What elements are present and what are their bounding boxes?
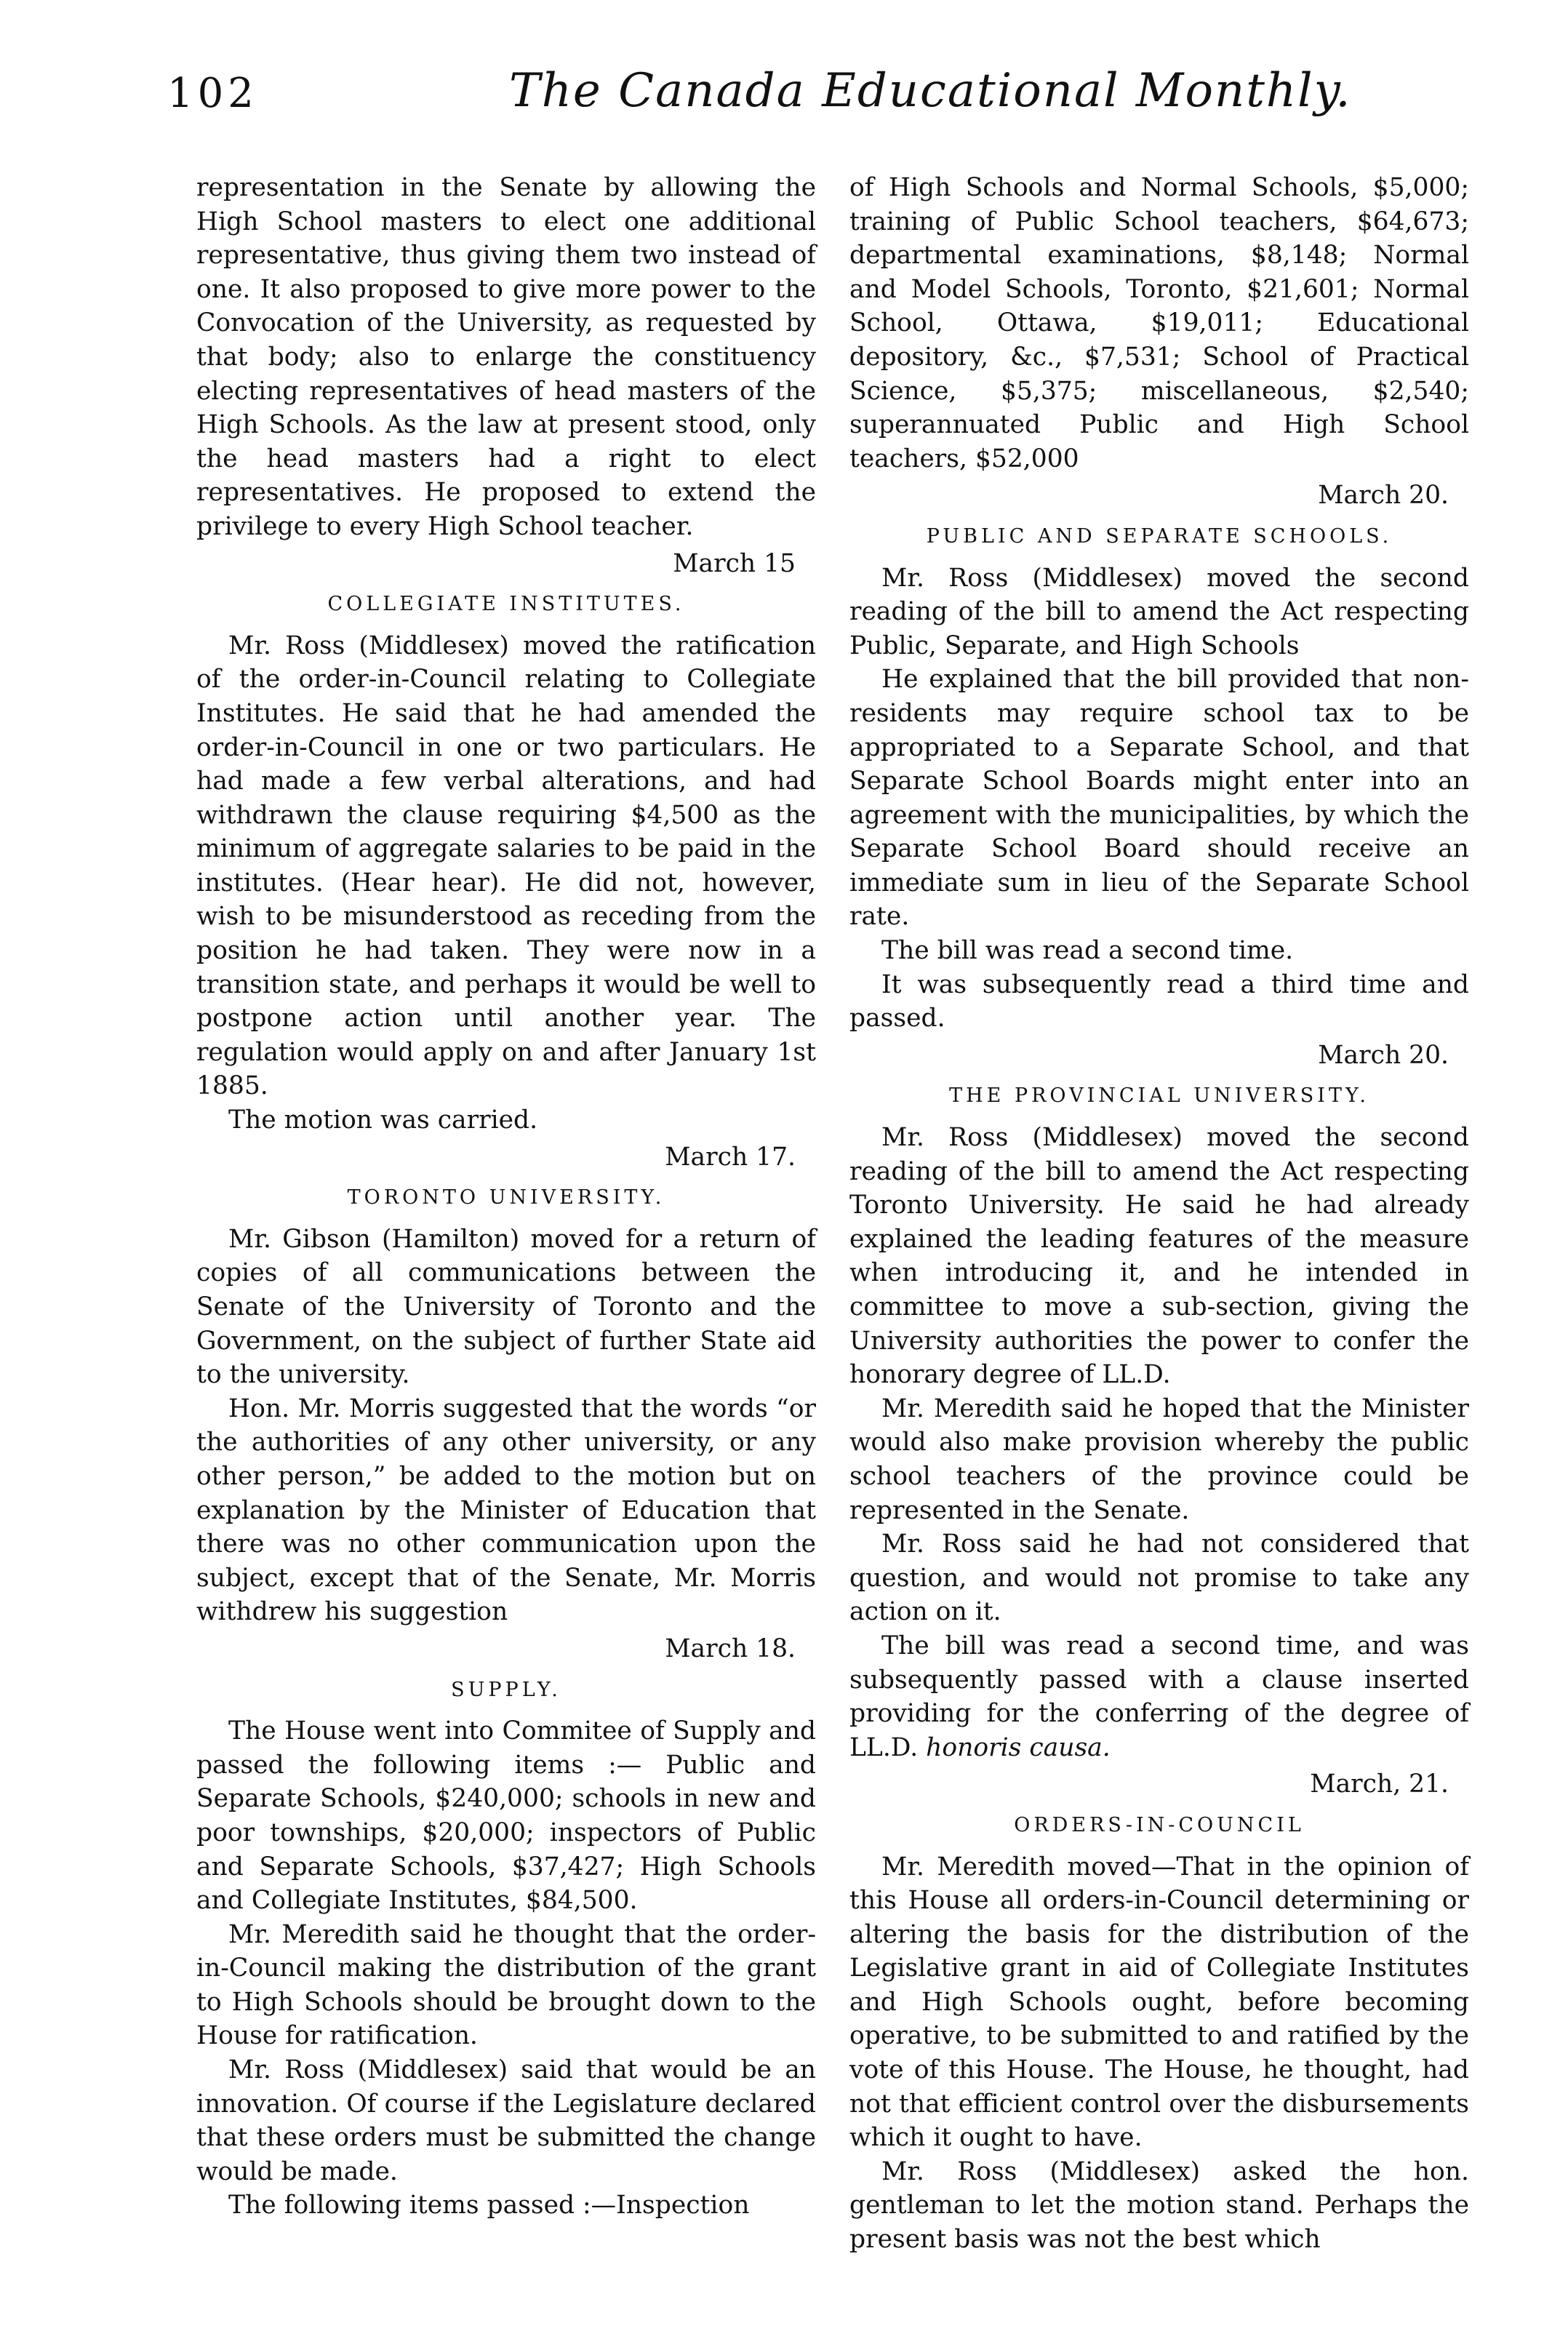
page-header <box>167 64 1389 135</box>
paragraph: Mr. Gibson (Hamilton) moved for a return of copies of all communications between the Senate of the University of Toronto and the Government, on the subject of further State aid to the university. <box>196 1224 816 1390</box>
section-heading-provincial-university: THE PROVINCIAL UNIVERSITY. <box>949 1084 1369 1108</box>
date-march-18: March 18. <box>665 1634 796 1663</box>
paragraph: Mr. Ross (Middlesex) moved the second reading of the bill to amend the Act respecting Toronto University. He said he had already explained the leading features of the measure when introducing it, and he intended in committee to move a sub-section, giving the University authorities the power to confer the honorary degree of LL.D. <box>849 1123 1469 1390</box>
paragraph: It was subsequently read a third time and passed. <box>849 969 1469 1033</box>
paragraph: The House went into Commitee of Supply and passed the following items :— Public and Separate Schools, $240,000; schools in new and poor townships, $20,000; inspectors of Public and Separate Schools, $37,427; High Schools and Collegiate Institutes, $84,500. <box>196 1716 816 1916</box>
section-heading-collegiate-institutes: COLLEGIATE INSTITUTES. <box>327 593 685 616</box>
right-column <box>849 171 1469 2257</box>
section-heading-public-separate-schools: PUBLIC AND SEPARATE SCHOOLS. <box>926 524 1393 548</box>
paragraph <box>849 1629 1469 1764</box>
journal-title: The Canada Educational Monthly. <box>509 64 1352 118</box>
section-heading-toronto-university: TORONTO UNIVERSITY. <box>347 1186 665 1210</box>
paragraph: The bill was read a second time. <box>881 936 1294 966</box>
paragraph: Mr. Ross said he had not considered that question, and would not promise to take any action on it. <box>849 1530 1469 1627</box>
italic-phrase: honoris causa. <box>926 1732 1111 1762</box>
paragraph: Hon. Mr. Morris suggested that the words “or the authorities of any other university, or any other person,” be added to the motion but on explanation by the Minister of Education that there was no other communication upon the subject, except that of the Senate, Mr. Morris withdrew his suggestion <box>196 1394 816 1627</box>
date-march-20-b: March 20. <box>1318 1040 1449 1070</box>
paragraph: He explained that the bill provided that non-residents may require school tax to be appropriated to a Separate School, and that Separate School Boards might enter into an agreement with the municipalities, by which the Separate School Board should receive an immediate sum in lieu of the Separate School rate. <box>849 665 1469 932</box>
date-march-15: March 15 <box>673 548 796 578</box>
left-column <box>196 171 816 2223</box>
paragraph: Mr. Ross (Middlesex) asked the hon. gentleman to let the motion stand. Perhaps the present basis was not the best which <box>849 2156 1469 2255</box>
paragraph-text: The bill was read a second time, and was subsequently passed with a clause inserted providing for the conferring of the degree of LL.D. <box>849 1631 1469 1762</box>
paragraph: Mr. Ross (Middlesex) moved the ratification of the order-in-Council relating to Collegiate Institutes. He said that he had amended the order-in-Council in one or two particulars. He had made a few verbal alterations, and had withdrawn the clause requiring $4,500 as the minimum of aggregate salaries to be paid in the institutes. (Hear hear). He did not, however, wish to be misunderstood as receding from the position he had taken. They were now in a transition state, and perhaps it would be well to postpone action until another year. The regulation would apply on and after January 1st 1885. <box>196 631 816 1101</box>
date-march-21: March, 21. <box>1310 1770 1449 1799</box>
paragraph: Mr. Meredith moved—That in the opinion of this House all orders-in-Council determining or altering the basis for the distribution of the Legislative grant in aid of Collegiate Institutes and High Schools ought, before becoming operative, to be submitted to and ratified by the vote of this House. The House, he thought, had not that efficient control over the disbursements which it ought to have. <box>849 1852 1469 2153</box>
paragraph: The following items passed :—Inspection <box>228 2191 750 2220</box>
paragraph: Mr. Ross (Middlesex) moved the second reading of the bill to amend the Act respecting Public, Separate, and High Schools <box>849 563 1469 660</box>
section-heading-supply: SUPPLY. <box>451 1678 561 1701</box>
intro-paragraph: representation in the Senate by allowing the High School masters to elect one additional representative, thus giving them two instead of one. It also proposed to give more power to the Convocation of the University, as requested by that body; also to enlarge the constituency electing representatives of head masters of the High Schools. As the law at present stood, only the head masters had a right to elect representatives. He proposed to extend the privilege to every High School teacher. <box>196 173 816 541</box>
section-heading-orders-in-council: ORDERS-IN-COUNCIL <box>1014 1813 1305 1836</box>
date-march-17: March 17. <box>665 1142 796 1172</box>
paragraph: Mr. Ross (Middlesex) said that would be an innovation. Of course if the Legislature declared that these orders must be submitted the change would be made. <box>196 2055 816 2186</box>
paragraph: Mr. Meredith said he hoped that the Minister would also make provision whereby the public school teachers of the province could be represented in the Senate. <box>849 1394 1469 1525</box>
page-number: 102 <box>167 70 258 117</box>
paragraph: Mr. Meredith said he thought that the order-in-Council making the distribution of the grant to High Schools should be brought down to the House for ratification. <box>196 1919 816 2051</box>
date-march-20-a: March 20. <box>1318 481 1449 511</box>
continued-paragraph: of High Schools and Normal Schools, $5,000; training of Public School teachers, $64,673; departmental examinations, $8,148; Normal and Model Schools, Toronto, $21,601; Normal School, Ottawa, $19,011; Educational depository, &c., $7,531; School of Practical Science, $5,375; miscellaneous, $2,540; superannuated Public and High School teachers, $52,000 <box>849 173 1469 473</box>
paragraph: The motion was carried. <box>228 1105 538 1135</box>
